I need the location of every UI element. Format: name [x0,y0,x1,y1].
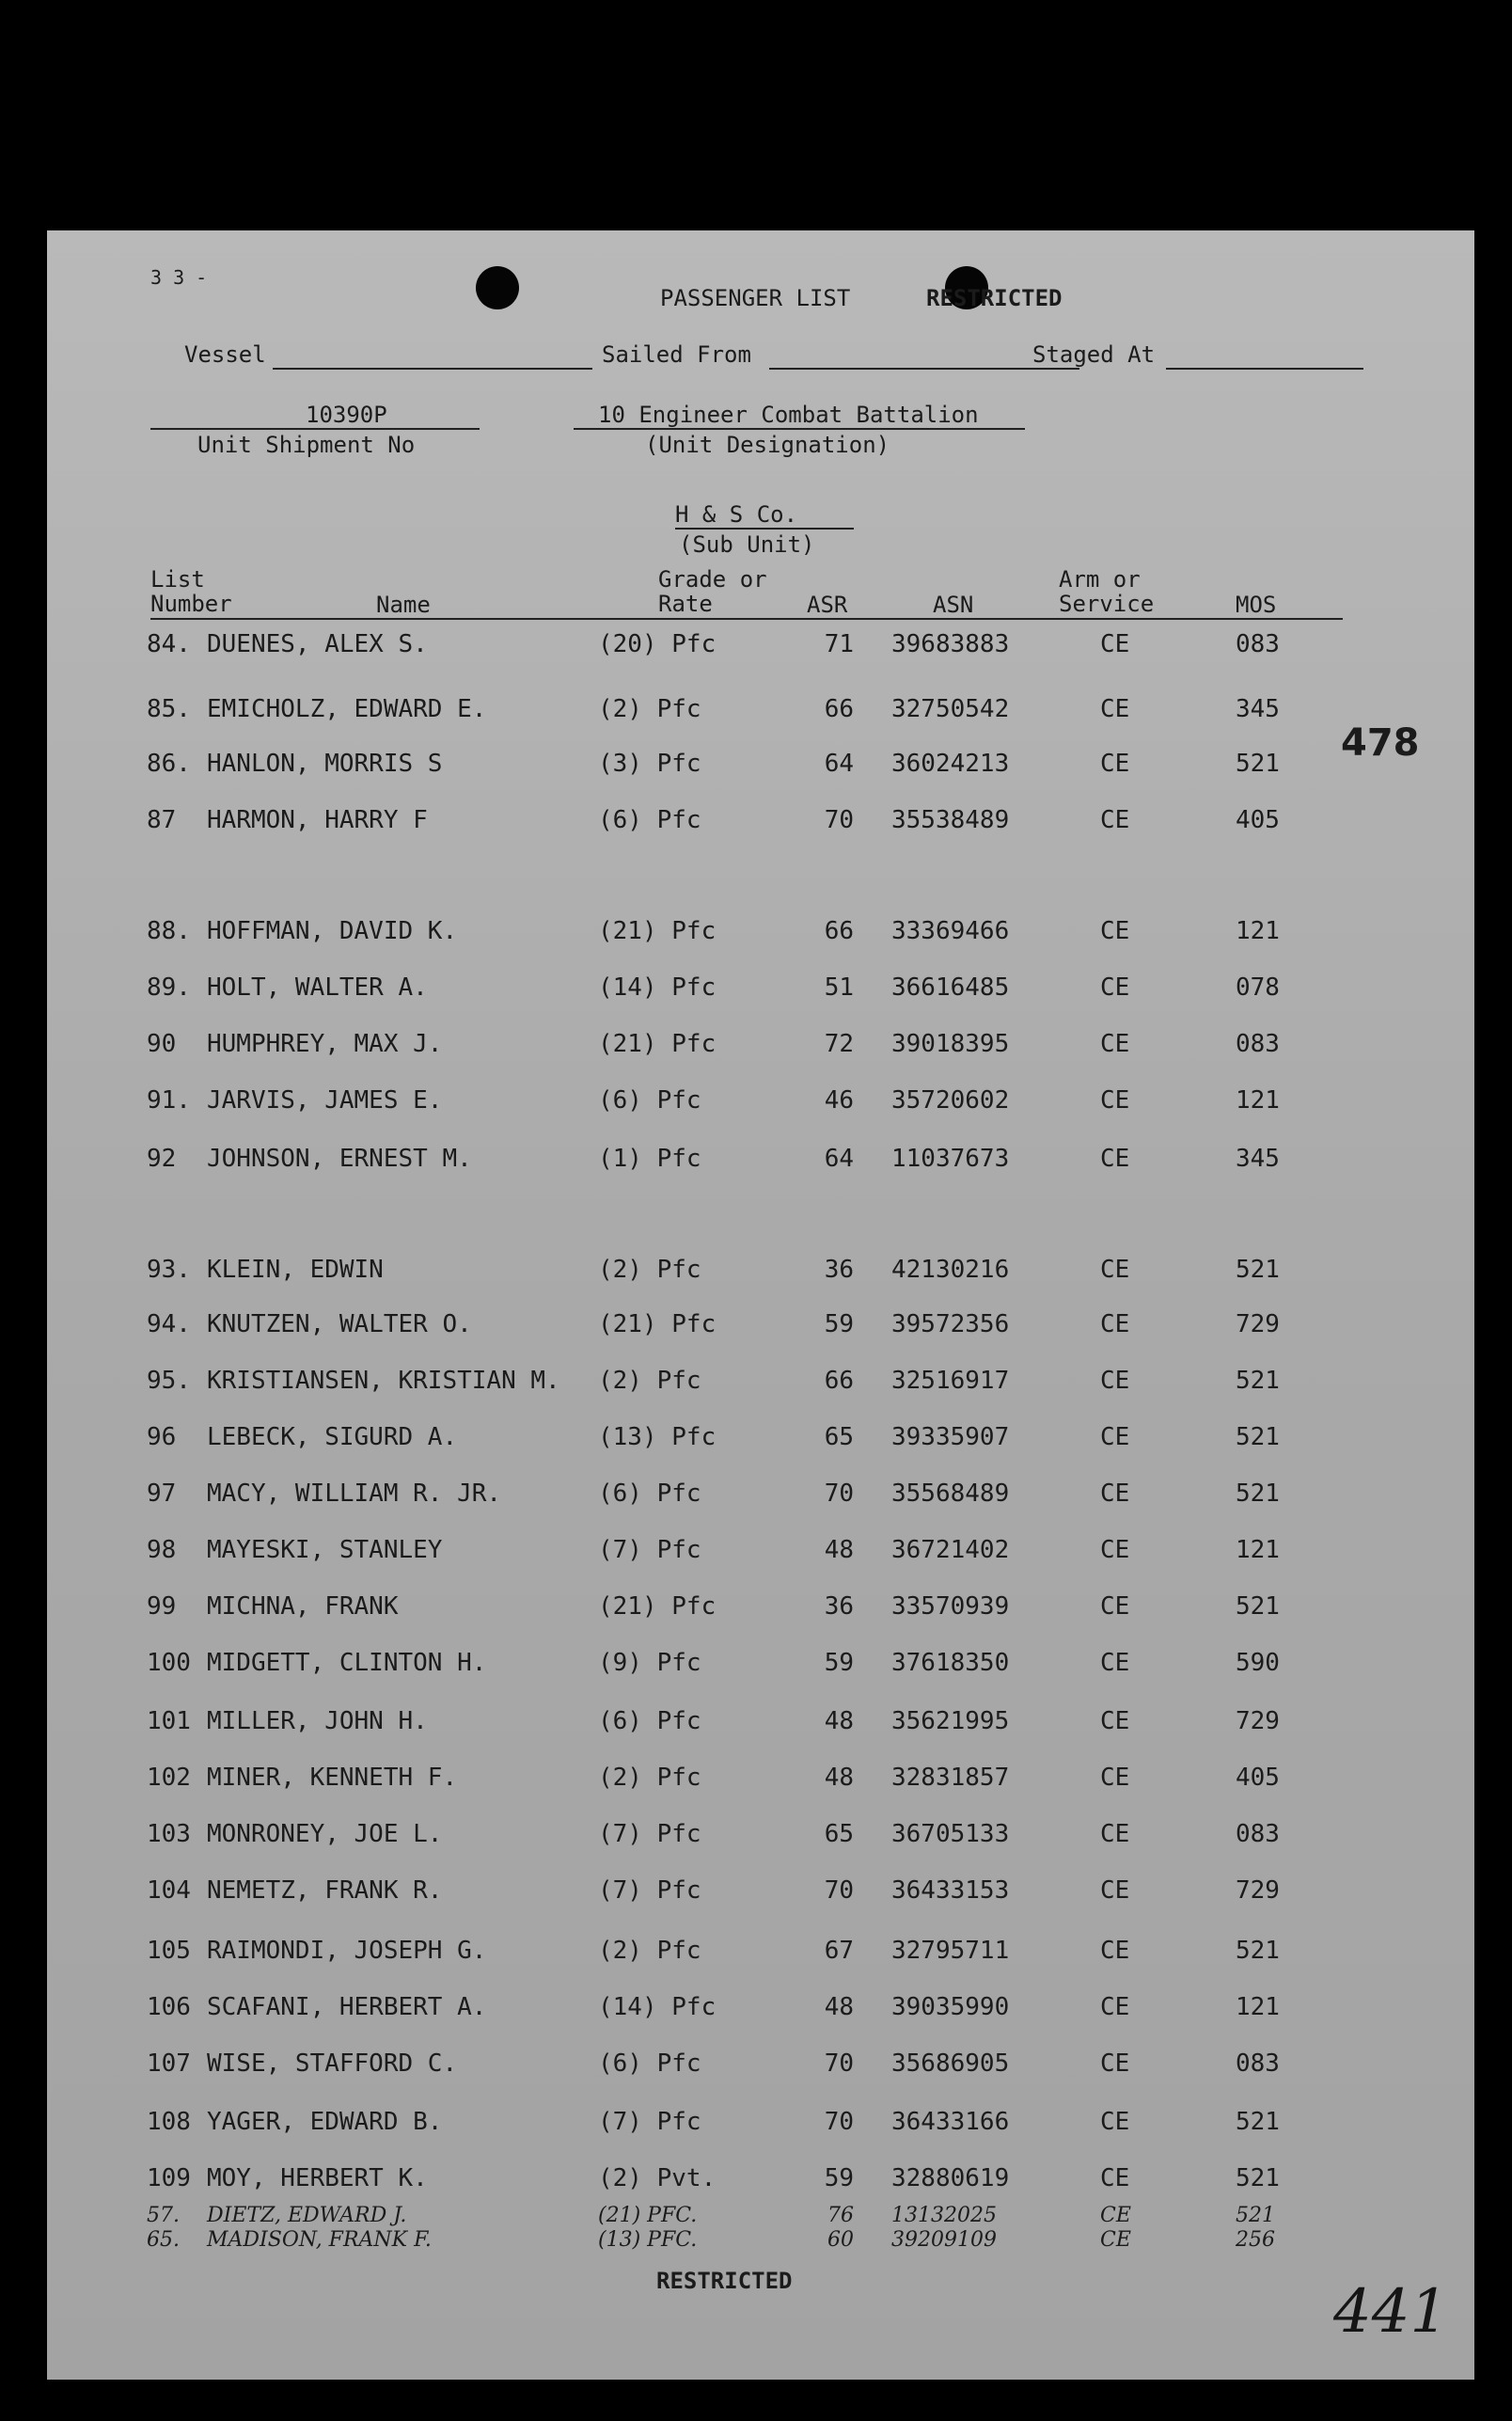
cell-name: WISE, STAFFORD C. [207,2049,458,2078]
cell-asn: 37618350 [891,1649,1010,1677]
cell-mos: 083 [1236,630,1280,658]
handwritten-row [47,2228,1474,2262]
cell-num: 84. [147,630,191,658]
cell-mos: 121 [1236,917,1280,945]
cell-asn: 36616485 [891,973,1010,1002]
cell-arm: CE [1100,1145,1130,1173]
cell-asr: 65 [824,1820,854,1848]
cell-arm: CE [1100,1993,1130,2021]
cell-mos: 521 [1236,2164,1280,2192]
cell-mos: 521 [1236,1423,1280,1451]
table-row [47,806,1474,840]
cell-num: 101 [147,1707,191,1735]
cell-name: KLEIN, EDWIN [207,1256,384,1284]
table-row [47,1367,1474,1400]
cell-name: MILLER, JOHN H. [207,1707,428,1735]
cell-num: 85. [147,695,191,723]
cell-mos: 083 [1236,1820,1280,1848]
cell-asn: 13132025 [891,2204,997,2227]
cell-asn: 32795711 [891,1937,1010,1965]
sailed-from-label: Sailed From [602,341,751,368]
table-row [47,1086,1474,1120]
vessel-label: Vessel [184,341,266,368]
cell-grade: (2) Pvt. [598,2164,717,2192]
unit-shipment-value: 10390P [306,402,387,428]
cell-arm: CE [1100,1592,1130,1621]
cell-asr: 70 [824,1480,854,1508]
cell-num: 93. [147,1256,191,1284]
table-row [47,1592,1474,1626]
cell-name: DIETZ, EDWARD J. [207,2204,407,2227]
cell-mos: 521 [1236,2204,1275,2227]
cell-asr: 70 [824,2108,854,2136]
table-row [47,695,1474,729]
cell-asr: 60 [827,2228,854,2252]
cell-arm: CE [1100,1536,1130,1564]
cell-grade: (2) Pfc [598,1367,701,1395]
cell-mos: 405 [1236,806,1280,834]
cell-grade: (6) Pfc [598,2049,701,2078]
cell-arm: CE [1100,973,1130,1002]
cell-num: 92 [147,1145,177,1173]
cell-name: MACY, WILLIAM R. JR. [207,1480,502,1508]
cell-num: 94. [147,1310,191,1338]
cell-name: MONRONEY, JOE L. [207,1820,443,1848]
cell-name: MICHNA, FRANK [207,1592,399,1621]
cell-mos: 729 [1236,1876,1280,1905]
table-row [47,1145,1474,1179]
cell-grade: (20) Pfc [598,630,717,658]
cell-arm: CE [1100,1480,1130,1508]
cell-name: JOHNSON, ERNEST M. [207,1145,472,1173]
cell-arm: CE [1100,806,1130,834]
cell-mos: 521 [1236,1480,1280,1508]
unit-designation-value: 10 Engineer Combat Battalion [598,402,979,428]
cell-grade: (7) Pfc [598,1876,701,1905]
table-row [47,1707,1474,1741]
cell-grade: (7) Pfc [598,2108,701,2136]
cell-mos: 083 [1236,1030,1280,1058]
cell-name: MINER, KENNETH F. [207,1764,458,1792]
cell-grade: (13) Pfc [598,1423,717,1451]
cell-name: HUMPHREY, MAX J. [207,1030,443,1058]
cell-asr: 65 [824,1423,854,1451]
cell-name: YAGER, EDWARD B. [207,2108,443,2136]
col-asr: ASR [807,592,848,618]
cell-arm: CE [1100,1030,1130,1058]
cell-mos: 256 [1236,2228,1275,2252]
col-arm: Arm or Service [1059,566,1155,617]
cell-num: 88. [147,917,191,945]
cell-num: 107 [147,2049,191,2078]
cell-asn: 39335907 [891,1423,1010,1451]
table-row [47,1310,1474,1344]
table-row [47,2108,1474,2142]
col-list-number: List Number [150,566,232,617]
cell-grade: (6) Pfc [598,1086,701,1115]
cell-asr: 67 [824,1937,854,1965]
cell-asn: 32831857 [891,1764,1010,1792]
cell-arm: CE [1100,2164,1130,2192]
cell-asr: 64 [824,750,854,778]
unit-designation-label: (Unit Designation) [645,432,890,458]
cell-num: 98 [147,1536,177,1564]
cell-mos: 521 [1236,1367,1280,1395]
cell-num: 95. [147,1367,191,1395]
cell-arm: CE [1100,917,1130,945]
cell-name: MADISON, FRANK F. [207,2228,432,2252]
classification-top: RESTRICTED [926,285,1063,311]
cell-num: 108 [147,2108,191,2136]
cell-mos: 083 [1236,2049,1280,2078]
cell-name: KRISTIANSEN, KRISTIAN M. [207,1367,560,1395]
cell-asn: 36433153 [891,1876,1010,1905]
cell-grade: (9) Pfc [598,1649,701,1677]
cell-asn: 42130216 [891,1256,1010,1284]
cell-asr: 70 [824,806,854,834]
cell-arm: CE [1100,1310,1130,1338]
table-row [47,1480,1474,1513]
cell-asr: 36 [824,1256,854,1284]
col-name: Name [376,592,431,618]
cell-asr: 64 [824,1145,854,1173]
cell-grade: (21) Pfc [598,917,717,945]
cell-asr: 48 [824,1993,854,2021]
cell-num: 100 [147,1649,191,1677]
table-row [47,917,1474,951]
cell-grade: (21) Pfc [598,1310,717,1338]
sub-unit-label: (Sub Unit) [679,531,815,558]
table-row [47,1937,1474,1970]
cell-arm: CE [1100,2204,1131,2227]
cell-asn: 33570939 [891,1592,1010,1621]
table-row [47,1764,1474,1797]
cell-asn: 32516917 [891,1367,1010,1395]
cell-grade: (13) PFC. [598,2228,698,2252]
cell-arm: CE [1100,1707,1130,1735]
cell-asn: 35621995 [891,1707,1010,1735]
cell-asn: 39209109 [891,2228,997,2252]
cell-asr: 46 [824,1086,854,1115]
cell-num: 65. [147,2228,180,2252]
cell-name: LEBECK, SIGURD A. [207,1423,458,1451]
table-row [47,2164,1474,2198]
cell-num: 96 [147,1423,177,1451]
cell-asn: 35538489 [891,806,1010,834]
cell-mos: 521 [1236,2108,1280,2136]
cell-grade: (1) Pfc [598,1145,701,1173]
cell-arm: CE [1100,2108,1130,2136]
cell-mos: 729 [1236,1310,1280,1338]
cell-arm: CE [1100,1764,1130,1792]
cell-grade: (2) Pfc [598,1764,701,1792]
cell-asr: 59 [824,2164,854,2192]
vessel-blank [273,368,592,370]
cell-name: MIDGETT, CLINTON H. [207,1649,487,1677]
header-rule [150,618,1343,620]
table-row [47,973,1474,1007]
cell-asn: 36705133 [891,1820,1010,1848]
cell-arm: CE [1100,630,1130,658]
col-grade: Grade or Rate [658,566,767,617]
cell-asn: 36721402 [891,1536,1010,1564]
cell-arm: CE [1100,750,1130,778]
cell-arm: CE [1100,1086,1130,1115]
cell-mos: 590 [1236,1649,1280,1677]
cell-grade: (3) Pfc [598,750,701,778]
cell-grade: (6) Pfc [598,806,701,834]
cell-asn: 33369466 [891,917,1010,945]
cell-name: MAYESKI, STANLEY [207,1536,443,1564]
cell-grade: (6) Pfc [598,1707,701,1735]
table-row [47,1423,1474,1457]
cell-num: 90 [147,1030,177,1058]
cell-asr: 70 [824,1876,854,1905]
cell-num: 102 [147,1764,191,1792]
cell-asn: 32750542 [891,695,1010,723]
cell-name: JARVIS, JAMES E. [207,1086,443,1115]
cell-grade: (14) Pfc [598,1993,717,2021]
cell-arm: CE [1100,1876,1130,1905]
punch-hole-left [476,266,519,309]
cell-asr: 71 [824,630,854,658]
sub-unit-line [675,528,854,530]
cell-name: EMICHOLZ, EDWARD E. [207,695,487,723]
cell-asr: 72 [824,1030,854,1058]
cell-asr: 51 [824,973,854,1002]
cell-num: 87 [147,806,177,834]
cell-asn: 32880619 [891,2164,1010,2192]
table-row [47,1649,1474,1683]
cell-num: 89. [147,973,191,1002]
cell-asr: 48 [824,1764,854,1792]
cell-name: SCAFANI, HERBERT A. [207,1993,487,2021]
table-row [47,1030,1474,1064]
cell-mos: 345 [1236,1145,1280,1173]
cell-num: 106 [147,1993,191,2021]
table-row [47,1820,1474,1854]
cell-num: 109 [147,2164,191,2192]
unit-shipment-label: Unit Shipment No [197,432,416,458]
cell-name: NEMETZ, FRANK R. [207,1876,443,1905]
table-row [47,1256,1474,1290]
corner-mark: 3 3 - [150,266,208,289]
cell-arm: CE [1100,1423,1130,1451]
cell-num: 105 [147,1937,191,1965]
cell-mos: 345 [1236,695,1280,723]
cell-arm: CE [1100,1367,1130,1395]
cell-name: HARMON, HARRY F [207,806,428,834]
table-row [47,1876,1474,1910]
cell-mos: 121 [1236,1536,1280,1564]
cell-asr: 48 [824,1536,854,1564]
cell-mos: 521 [1236,1937,1280,1965]
staged-at-blank [1166,368,1363,370]
sailed-from-blank [769,368,1079,370]
cell-arm: CE [1100,1256,1130,1284]
cell-grade: (6) Pfc [598,1480,701,1508]
unit-shipment-line [150,428,480,430]
cell-arm: CE [1100,1937,1130,1965]
cell-mos: 405 [1236,1764,1280,1792]
unit-designation-line [574,428,1025,430]
cell-asn: 35686905 [891,2049,1010,2078]
staged-at-label: Staged At [1032,341,1156,368]
cell-mos: 729 [1236,1707,1280,1735]
cell-grade: (21) PFC. [598,2204,698,2227]
cell-grade: (14) Pfc [598,973,717,1002]
cell-num: 57. [147,2204,180,2227]
cell-num: 104 [147,1876,191,1905]
table-row [47,2049,1474,2083]
cell-mos: 521 [1236,750,1280,778]
cell-asn: 39035990 [891,1993,1010,2021]
cell-grade: (2) Pfc [598,695,701,723]
cell-arm: CE [1100,2049,1130,2078]
cell-num: 99 [147,1592,177,1621]
cell-asn: 39572356 [891,1310,1010,1338]
cell-arm: CE [1100,1649,1130,1677]
document-title: PASSENGER LIST [660,285,851,311]
classification-bottom: RESTRICTED [656,2268,793,2294]
cell-name: DUENES, ALEX S. [207,630,428,658]
cell-asn: 35568489 [891,1480,1010,1508]
cell-num: 86. [147,750,191,778]
cell-num: 103 [147,1820,191,1848]
cell-num: 91. [147,1086,191,1115]
cell-arm: CE [1100,2228,1131,2252]
table-row [47,1993,1474,2027]
cell-asr: 48 [824,1707,854,1735]
cell-grade: (2) Pfc [598,1937,701,1965]
cell-asn: 11037673 [891,1145,1010,1173]
cell-mos: 078 [1236,973,1280,1002]
cell-arm: CE [1100,1820,1130,1848]
cell-mos: 121 [1236,1086,1280,1115]
cell-grade: (7) Pfc [598,1820,701,1848]
cell-name: MOY, HERBERT K. [207,2164,428,2192]
col-asn: ASN [933,592,974,618]
cell-grade: (2) Pfc [598,1256,701,1284]
table-row [47,750,1474,783]
cell-asr: 36 [824,1592,854,1621]
cell-asn: 36024213 [891,750,1010,778]
cell-mos: 121 [1236,1993,1280,2021]
cell-name: RAIMONDI, JOSEPH G. [207,1937,487,1965]
cell-mos: 521 [1236,1592,1280,1621]
cell-grade: (21) Pfc [598,1030,717,1058]
passenger-list-sheet [47,230,1474,2380]
cell-num: 97 [147,1480,177,1508]
handwritten-page-number: 441 [1333,2277,1449,2347]
cell-asr: 70 [824,2049,854,2078]
cell-asn: 35720602 [891,1086,1010,1115]
sub-unit-value: H & S Co. [675,501,798,528]
cell-asr: 76 [827,2204,854,2227]
cell-arm: CE [1100,695,1130,723]
cell-mos: 521 [1236,1256,1280,1284]
cell-name: KNUTZEN, WALTER O. [207,1310,472,1338]
stamped-page-number: 478 [1341,721,1420,765]
cell-name: HOLT, WALTER A. [207,973,428,1002]
cell-grade: (7) Pfc [598,1536,701,1564]
cell-asn: 39683883 [891,630,1010,658]
cell-grade: (21) Pfc [598,1592,717,1621]
cell-asr: 66 [824,917,854,945]
cell-asr: 66 [824,695,854,723]
cell-asn: 36433166 [891,2108,1010,2136]
cell-asn: 39018395 [891,1030,1010,1058]
cell-asr: 59 [824,1649,854,1677]
cell-name: HANLON, MORRIS S [207,750,443,778]
table-row [47,1536,1474,1570]
cell-asr: 59 [824,1310,854,1338]
col-mos: MOS [1236,592,1277,618]
cell-name: HOFFMAN, DAVID K. [207,917,458,945]
cell-asr: 66 [824,1367,854,1395]
table-row [47,630,1474,664]
